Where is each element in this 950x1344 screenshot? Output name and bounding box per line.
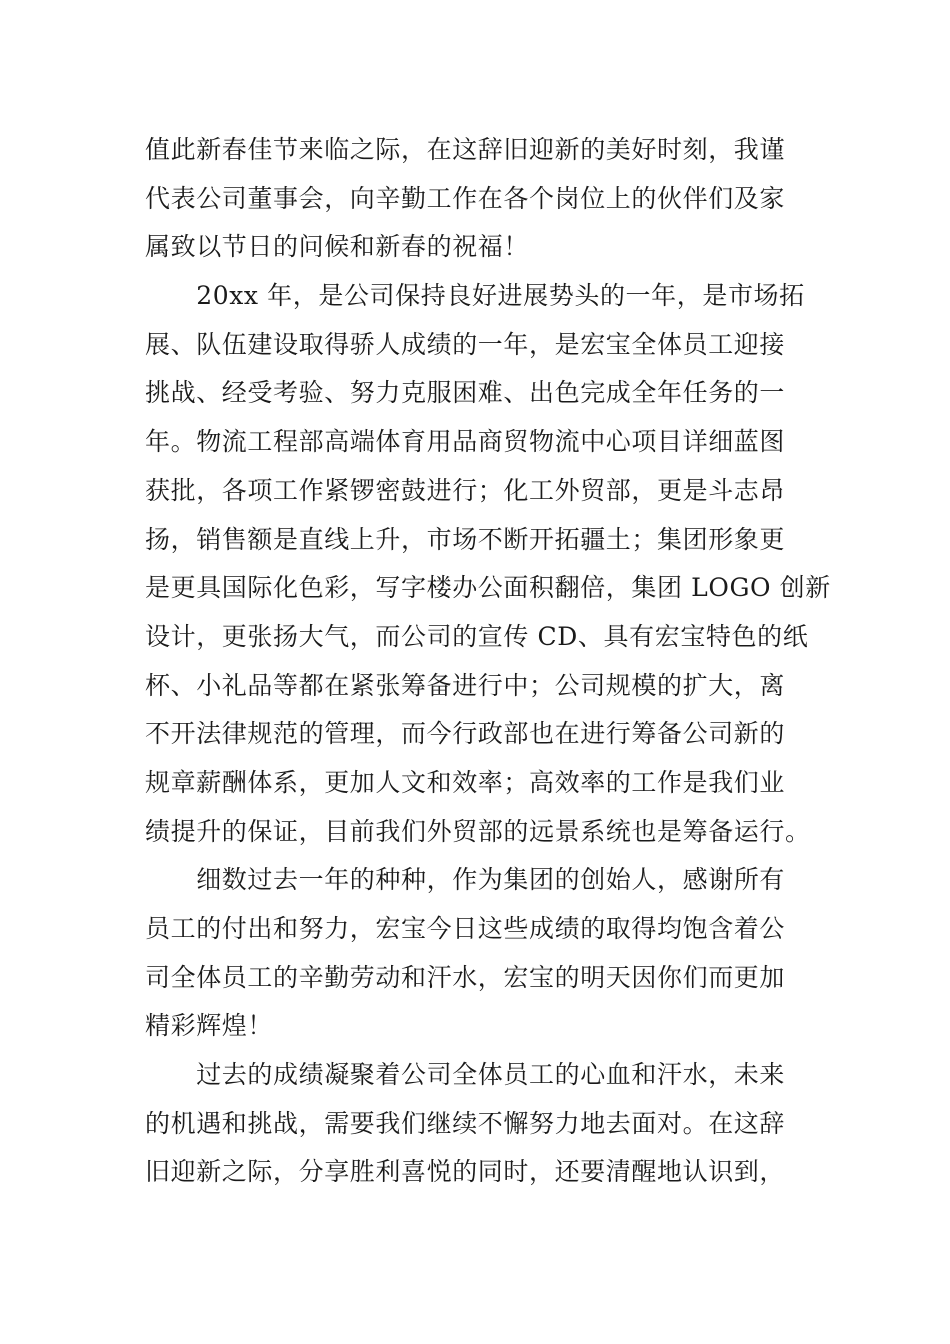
text-line: 值此新春佳节来临之际，在这辞旧迎新的美好时刻，我谨 bbox=[145, 135, 786, 164]
text-line: 是更具国际化色彩，写字楼办公面积翻倍，集团 LOGO 创新 bbox=[145, 573, 831, 603]
text-line: 过去的成绩凝聚着公司全体员工的心血和汗水，未来 bbox=[145, 1060, 786, 1090]
text-line: 绩提升的保证，目前我们外贸部的远景系统也是筹备运行。 bbox=[145, 816, 811, 846]
text-line: 杯、小礼品等都在紧张筹备进行中；公司规模的扩大，离 bbox=[145, 670, 786, 700]
text-line: 扬，销售额是直线上升，市场不断开拓疆土；集团形象更 bbox=[145, 524, 786, 554]
text-line: 设计，更张扬大气，而公司的宣传 CD、具有宏宝特色的纸 bbox=[145, 621, 809, 651]
text-line: 司全体员工的辛勤劳动和汗水，宏宝的明天因你们而更加 bbox=[145, 962, 786, 992]
text-line: 旧迎新之际，分享胜利喜悦的同时，还要清醒地认识到， bbox=[145, 1157, 786, 1187]
text-line: 20xx 年，是公司保持良好进展势头的一年，是市场拓 bbox=[145, 281, 805, 311]
document-body bbox=[145, 126, 831, 1197]
text-line: 属致以节日的问候和新春的祝福！ bbox=[145, 232, 530, 262]
text-line: 展、队伍建设取得骄人成绩的一年，是宏宝全体员工迎接 bbox=[145, 329, 786, 359]
text-line: 挑战、经受考验、努力克服困难、出色完成全年任务的一 bbox=[145, 378, 786, 408]
text-line: 精彩辉煌！ bbox=[145, 1011, 274, 1041]
text-line: 规章薪酬体系，更加人文和效率；高效率的工作是我们业 bbox=[145, 767, 786, 797]
text-line: 获批，各项工作紧锣密鼓进行；化工外贸部，更是斗志昂 bbox=[145, 475, 786, 505]
text-line: 的机遇和挑战，需要我们继续不懈努力地去面对。在这辞 bbox=[145, 1108, 786, 1138]
text-line: 年。物流工程部高端体育用品商贸物流中心项目详细蓝图 bbox=[145, 427, 786, 457]
text-line: 员工的付出和努力，宏宝今日这些成绩的取得均饱含着公 bbox=[145, 914, 786, 943]
text-line: 细数过去一年的种种，作为集团的创始人，感谢所有 bbox=[145, 865, 786, 895]
text-line: 代表公司董事会，向辛勤工作在各个岗位上的伙伴们及家 bbox=[145, 183, 786, 213]
text-line: 不开法律规范的管理，而今行政部也在进行筹备公司新的 bbox=[145, 719, 786, 749]
